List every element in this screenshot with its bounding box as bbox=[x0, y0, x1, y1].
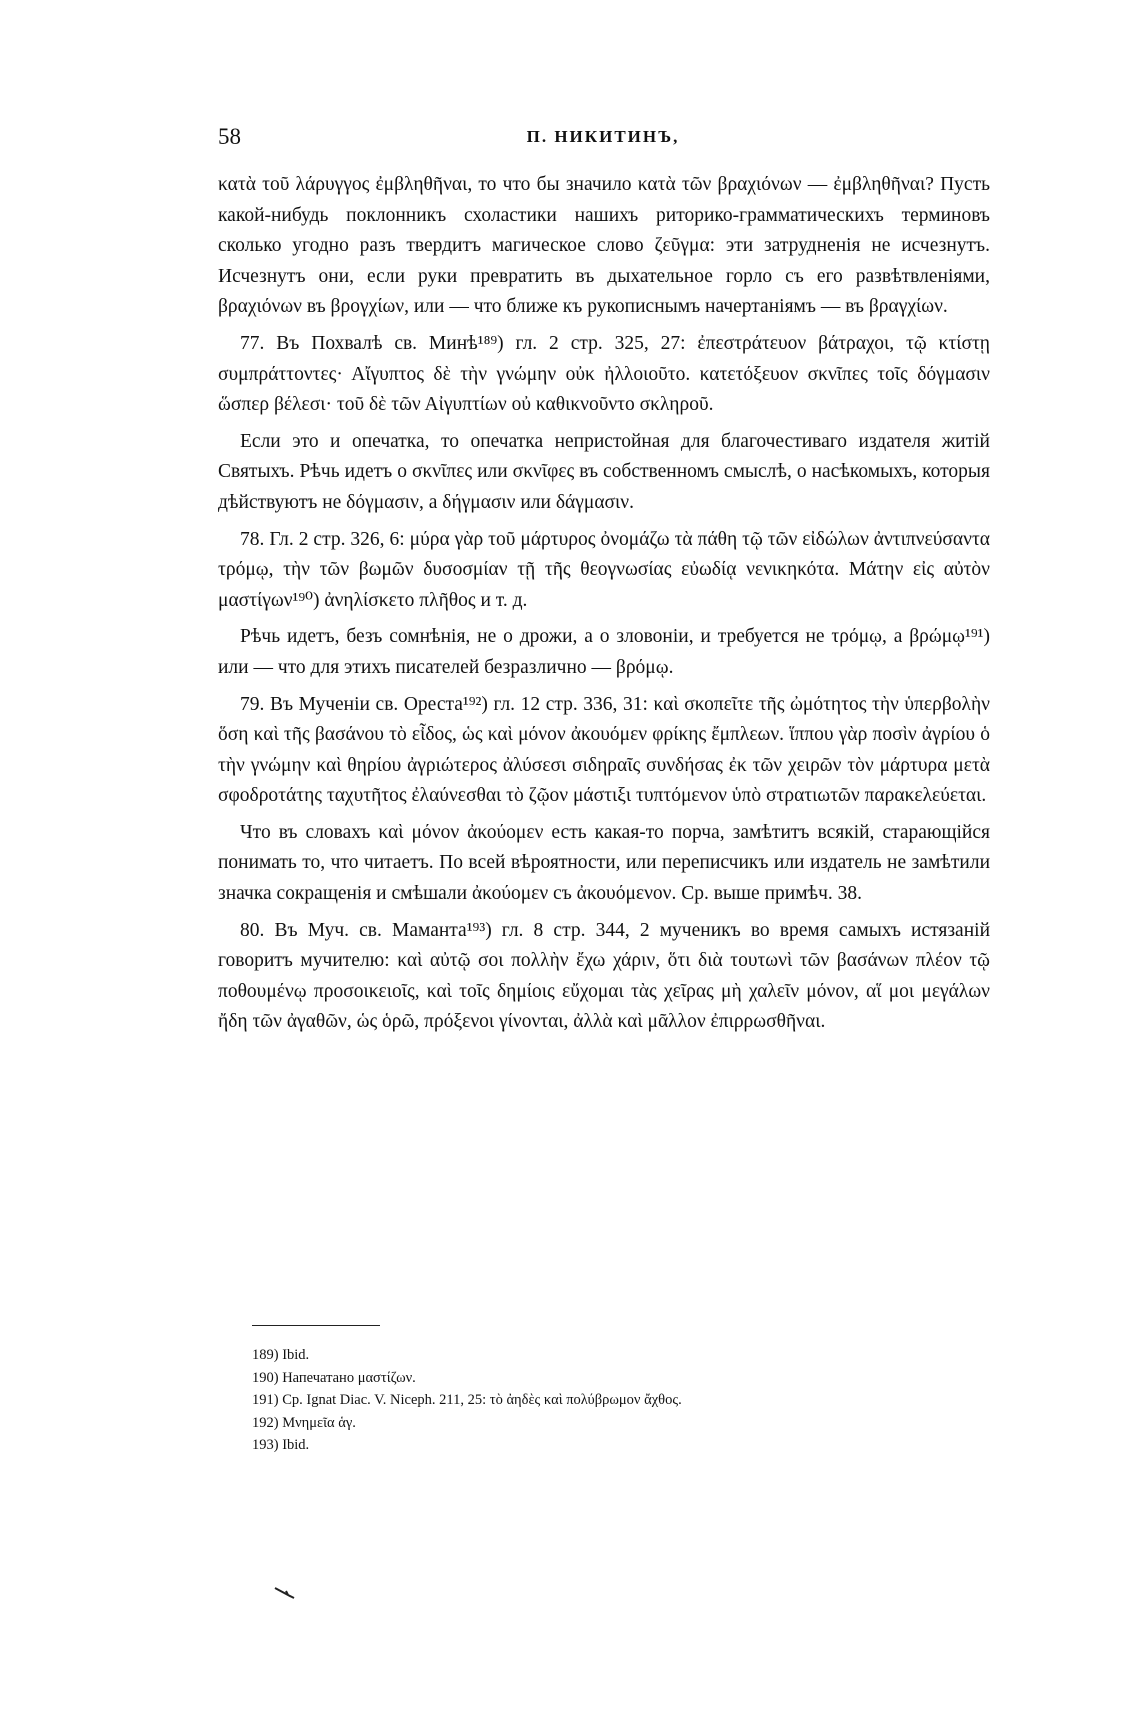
paragraph-note-80: 80. Въ Муч. св. Маманта¹⁹³) гл. 8 стр. 344, 2 мученикъ во время самыхъ истязаній говоритъ мучителю: καὶ αὐτῷ σοι πολλὴν ἔχω χάριν, ὅτι διὰ τουτωνὶ τῶν βασάνων πλέον τῷ ποθουμένῳ προσοικειοῖς, καὶ τοῖς δημίοις εὔχομαι τὰς χεῖρας μὴ χαλεῖν μόνον, αἵ μοι μεγάλων ἤδη τῶν ἀγαθῶν, ὡς ὁρῶ, πρόξενοι γίνονται, ἀλλὰ καὶ μᾶλλον ἐπιρρωσθῆναι. bbox=[218, 919, 990, 1033]
paragraph-note-79: 79. Въ Мученіи св. Ореста¹⁹²) гл. 12 стр. 336, 31: καὶ σκοπεῖτε τῆς ὠμότητος τὴν ὑπερβολὴν ὅση καὶ τῆς βασάνου τὸ εἶδος, ὡς καὶ μόνον ἀκουόμεν φρίκης ἔμπλεων. ἵππου γὰρ ποσὶν ἀγρίου ὁ τὴν γνώμην καὶ θηρίου ἀγριώτερος ἀλύσεσι σιδηραῖς συνδήσας ἐκ τῶν χειρῶν τὸν μάρτυρα μετὰ σφοδροτάτης ταχυτῆτος ἐλαύνεσθαι τὸ ζῷον μάστιξι τυπτόμενον ὑπὸ στρατιωτῶν παρακελεύεται. bbox=[218, 693, 990, 807]
running-title: П. НИКИТИНЪ, bbox=[526, 127, 680, 146]
paragraph-note-77: 77. Въ Похвалѣ св. Минѣ¹⁸⁹) гл. 2 стр. 325, 27: ἐπεστράτευον βάτραχοι, τῷ κτίστῃ συμπράττοντες· Αἴγυπτος δὲ τὴν γνώμην οὐκ ἠλλοιοῦτο. κατετόξευον σκνῖπες τοῖς δόγμασιν ὥσπερ βέλεσι· τοῦ δὲ τῶν Αἰγυπτίων οὐ καθικνοῦντο σκληροῦ. bbox=[218, 332, 990, 416]
footnotes bbox=[252, 1344, 972, 1457]
paragraph-continuation: κατὰ τοῦ λάρυγγος ἐμβληθῆναι, то что бы значило κατὰ τῶν βραχιόνων — ἐμβληθῆναι? Пусть какой-нибудь поклонникъ схоластики нашихъ риторико-грамматическихъ терминовъ сколько угодно разъ твердитъ магическое слово ζεῦγμα: эти затрудненія не исчезнутъ. Исчезнутъ они, если руки превратить въ дыхательное горло съ его развѣтвленіями, βραχιόνων въ βρογχίων, или — что ближе къ рукописнымъ начертаніямъ — въ βραγχίων. bbox=[218, 174, 990, 318]
paragraph-note-78: 78. Гл. 2 стр. 326, 6: μύρα γὰρ τοῦ μάρτυρος ὀνομάζω τὰ πάθη τῷ τῶν εἰδώλων ἀντιπνεύσαντα τρόμῳ, τὴν τῶν βωμῶν δυσοσμίαν τῇ τῆς θεογνωσίας εὐωδίᾳ νενικηκότα. Μάτην εἰς αὐτὸν μαστίγων¹⁹⁰) ἀνηλίσκετο πλῆθος и т. д. bbox=[218, 528, 990, 611]
paragraph-commentary-78: Рѣчь идетъ, безъ сомнѣнія, не о дрожи, а о зловоніи, и требуется не τρόμῳ, а βρώμῳ¹⁹¹) или — что для этихъ писателей безразлично — βρόμῳ. bbox=[218, 626, 990, 678]
footnote-divider bbox=[252, 1325, 380, 1326]
footnote-192: 192) Μνημεῖα ἁγ. bbox=[252, 1414, 356, 1431]
paragraph-commentary-79: Что въ словахъ καὶ μόνον ἀκούομεν есть какая-то порча, замѣтитъ всякій, старающійся понимать то, что читаетъ. По всей вѣроятности, или переписчикъ или издатель не замѣтили значка сокращенія и смѣшали ἀκούομεν съ ἀκουόμενον. Ср. выше примѣч. 38. bbox=[218, 821, 990, 905]
body-text bbox=[218, 170, 990, 1044]
page-header bbox=[218, 124, 988, 160]
footnote-189: 189) Ibid. bbox=[252, 1347, 310, 1363]
footnote-190: 190) Напечатано μαστίζων. bbox=[252, 1369, 416, 1386]
ink-mark-icon bbox=[274, 1586, 296, 1600]
page-number: 58 bbox=[218, 124, 241, 149]
footnote-191: 191) Ср. Ignat Diac. V. Niceph. 211, 25: τὸ ἀηδὲς καὶ πολύβρωμον ἄχθος. bbox=[252, 1392, 682, 1408]
paragraph-commentary-77: Если это и опечатка, то опечатка непристойная для благочестиваго издателя житій Святыхъ. Рѣчь идетъ о σκνῖπες или σκνῖφες въ собственномъ смыслѣ, о насѣкомыхъ, которыя дѣйствуютъ не δόγμασιν, а δήγμασιν или δάγμασιν. bbox=[218, 430, 990, 513]
footnote-193: 193) Ibid. bbox=[252, 1437, 310, 1453]
